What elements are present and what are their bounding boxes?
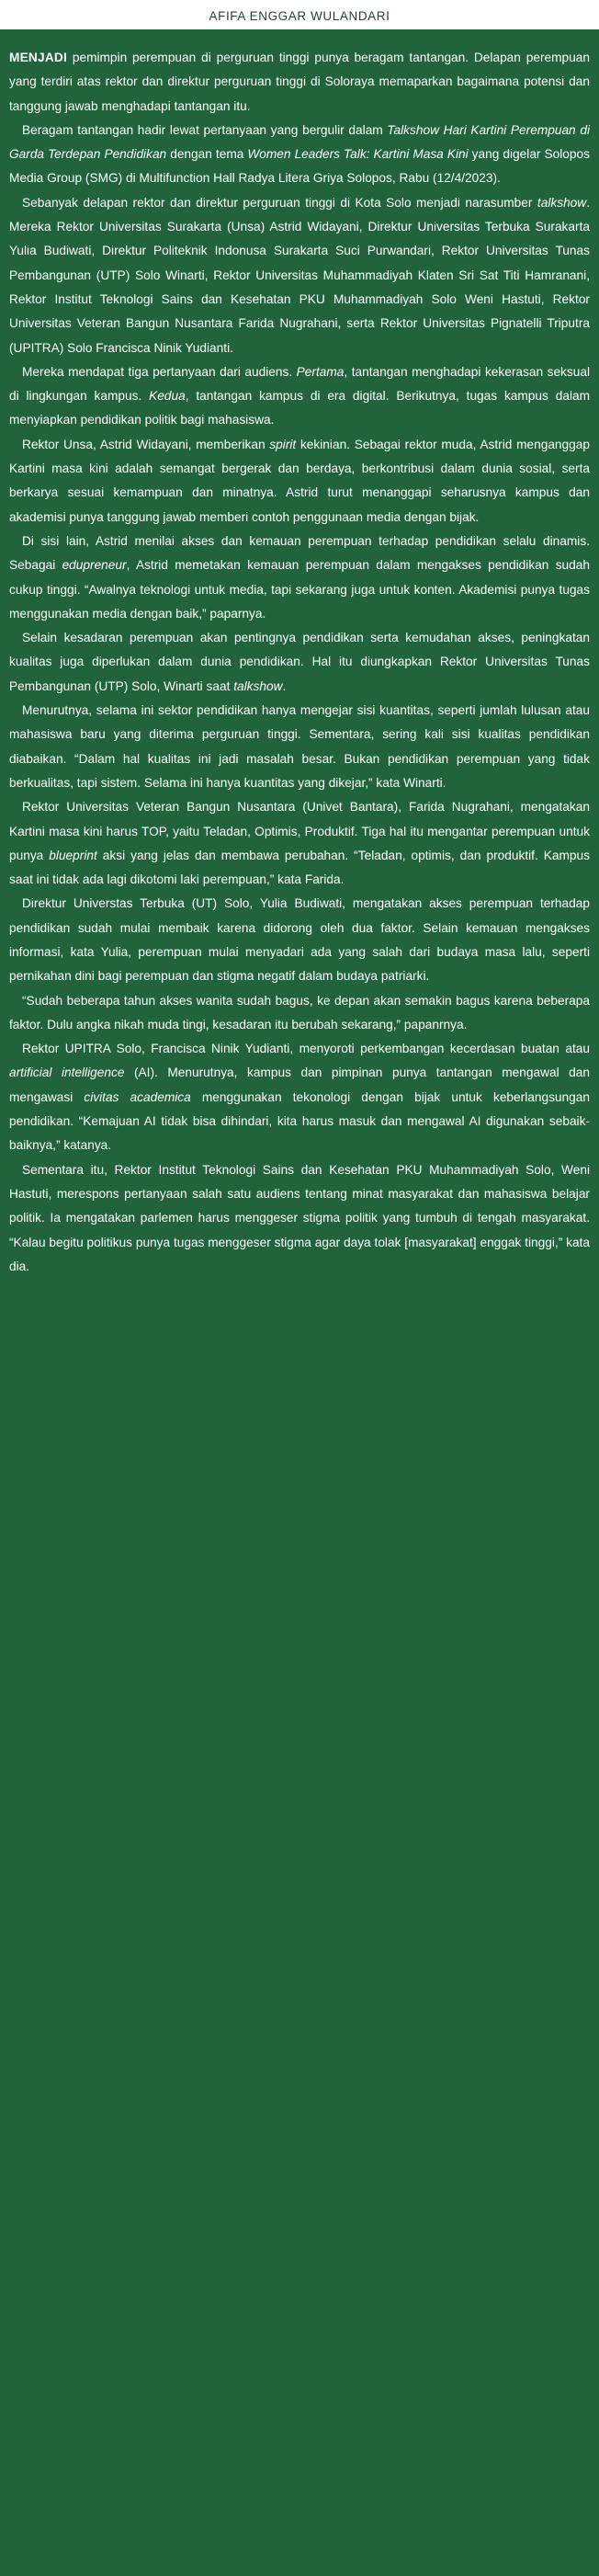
text-run: “Sudah beberapa tahun akses wanita sudah bagus, ke depan akan semakin bagus karena beberapa faktor. Dulu angka nikah muda tingi, kesadaran itu berubah sekarang,” papanrnya.	[9, 993, 590, 1032]
article-paragraph	[9, 989, 590, 1038]
article-paragraph	[9, 699, 590, 795]
text-run: Mereka mendapat tiga pertanyaan dari audiens.	[22, 364, 297, 379]
article-paragraph	[9, 433, 590, 530]
article-paragraph	[9, 892, 590, 988]
emphasised-text: civitas academica	[84, 1089, 191, 1104]
emphasised-text: talkshow	[233, 678, 283, 693]
text-run: Sementara itu, Rektor Institut Teknologi Sains dan Kesehatan PKU Muhammadiyah Solo, Weni Hastuti, merespons pertanyaan salah satu audiens tentang minat masyarakat dan mahasiswa belajar politik. Ia mengatakan parlemen harus menggeser stigma politik yang tumbuh di tengah masyarakat. “Kalau begitu politikus punya tugas menggeser stigma agar daya tolak [masyarakat] enggak tinggi,” kata dia.	[9, 1162, 590, 1273]
text-run: pemimpin perempuan di perguruan tinggi punya beragam tantangan. Delapan perempuan yang terdiri atas rektor dan direktur perguruan tinggi di Soloraya memaparkan bagaimana potensi dan tanggung jawab menghadapi tantangan itu.	[9, 51, 590, 113]
text-run: . Mereka Rektor Universitas Surakarta (Unsa) Astrid Widayani, Direktur Universitas Terbuka Surakarta Yulia Budiwati, Direktur Politeknik Indonusa Surakarta Suci Purwandari, Rektor Universitas Tunas Pembangunan (UTP) Solo Winarti, Rektor Universitas Muhammadiyah Klaten Sri Sat Titi Hamranani, Rektor Institut Teknologi Sains dan Kesehatan PKU Muhammadiyah Solo Weni Hastuti, Rektor Universitas Veteran Bangun Nusantara Farida Nugrahani, serta Rektor Universitas Pignatelli Triputra (UPITRA) Solo Francisca Ninik Yudianti.	[9, 195, 590, 355]
emphasised-text: Women Leaders Talk: Kartini Masa Kini	[247, 147, 469, 162]
emphasised-text: Kedua	[149, 389, 186, 404]
text-run: Rektor Unsa, Astrid Widayani, memberikan	[22, 437, 270, 451]
article-text	[9, 46, 590, 1279]
article-body-panel	[0, 29, 599, 2576]
text-run: Rektor UPITRA Solo, Francisca Ninik Yudianti, menyoroti perkembangan kecerdasan buatan atau	[22, 1042, 590, 1056]
article-paragraph	[9, 1037, 590, 1157]
article-paragraph	[9, 1158, 590, 1279]
text-run: , tantangan kampus di era digital. Berikutnya, tugas kampus dalam menyiapkan pendidikan politik bagi mahasiswa.	[9, 389, 590, 427]
text-run: dengan tema	[166, 147, 248, 162]
text-run: (AI). Menurutnya, kampus dan pimpinan punya tantangan mengawal dan mengawasi	[9, 1066, 590, 1104]
emphasised-text: blueprint	[49, 848, 97, 862]
article-paragraph	[9, 530, 590, 626]
article-paragraph	[9, 626, 590, 699]
text-run: aksi yang jelas dan membawa perubahan. “Teladan, optimis, dan produktif. Kampus saat ini tidak ada lagi dikotomi laki perempuan,” kata Farida.	[9, 848, 590, 887]
lead-word: MENJADI	[9, 51, 68, 64]
text-run: , Astrid memetakan kemauan perempuan dalam mengakses pendidikan sudah cukup tinggi. “Awalnya teknologi untuk media, tapi sekarang juga untuk konten. Akademisi punya tugas menggunakan media dengan baik,” paparnya.	[9, 558, 590, 621]
article-paragraph	[9, 360, 590, 433]
text-run: .	[282, 678, 287, 693]
text-run: yang digelar Solopos Media Group (SMG) di Multifunction Hall Radya Litera Griya Solopos, Rabu (12/4/2023).	[9, 147, 590, 186]
emphasised-text: edupreneur	[62, 558, 127, 573]
emphasised-text: talkshow	[537, 195, 587, 210]
emphasised-text: Talkshow Hari Kartini Perempuan di Garda Terdepan Pendidikan	[9, 122, 591, 162]
text-run: Rektor Universitas Veteran Bangun Nusantara (Univet Bantara), Farida Nugrahani, mengatakan Kartini masa kini harus TOP, yaitu Teladan, Optimis, Produktif. Tiga hal itu mengantar perempuan untuk punya	[9, 800, 590, 862]
text-run: menggunakan tekonologi dengan bijak untuk keberlangsungan pendidikan. “Kemajuan AI tidak bisa dihindari, kita harus masuk dan mengawal AI digunakan sebaik-baiknya,” katanya.	[9, 1089, 590, 1153]
text-run: Direktur Universtas Terbuka (UT) Solo, Yulia Budiwati, mengatakan akses perempuan terhadap pendidikan sudah mulai membaik karena didorong oleh dua faktor. Selain kemauan mengakses informasi, kata Yulia, perempuan mulai menyadari ada yang salah dari budaya masa lalu, seperti pernikahan dini bagi perempuan dan stigma negatif dalam budaya patriarki.	[9, 896, 590, 984]
text-run: kekinian. Sebagai rektor muda, Astrid menganggap Kartini masa kini adalah semangat bergerak dan berdaya, berkontribusi dalam dunia sosial, serta berkarya sesuai kemampuan dan minatnya. Astrid turut menanggapi seharusnya kampus dan akademisi punya tanggung jawab memberi contoh penggunaan media dengan bijak.	[9, 437, 590, 524]
article-paragraph	[9, 46, 590, 119]
text-run: Sebanyak delapan rektor dan direktur perguruan tinggi di Kota Solo menjadi narasumber	[22, 195, 537, 210]
article-byline: AFIFA ENGGAR WULANDARI	[209, 9, 390, 23]
emphasised-text: artificial intelligence	[9, 1066, 125, 1080]
text-run: Di sisi lain, Astrid menilai akses dan kemauan perempuan terhadap pendidikan selalu dinamis. Sebagai	[9, 533, 590, 573]
article-paragraph	[9, 191, 590, 360]
text-run: , tantangan menghadapi kekerasan seksual di lingkungan kampus.	[9, 364, 591, 404]
text-run: Selain kesadaran perempuan akan pentingnya pendidikan serta kemudahan akses, peningkatan kualitas juga diperlukan dalam dunia pendidikan. Hal itu diungkapkan Rektor Universitas Tunas Pembangunan (UTP) Solo, Winarti saat	[9, 631, 590, 693]
emphasised-text: Pertama	[296, 364, 345, 379]
text-run: Beragam tantangan hadir lewat pertanyaan yang bergulir dalam	[22, 122, 388, 137]
text-run: Menurutnya, selama ini sektor pendidikan hanya mengejar sisi kuantitas, seperti jumlah lulusan atau mahasiswa baru yang diterima perguruan tinggi. Sementara, sering kali sisi kualitas pendidikan diabaikan. “Dalam hal kualitas ini jadi masalah besar. Bukan pendidikan perempuan yang tidak berkualitas, tapi sistem. Selama ini hanya kuantitas yang dikejar,” kata Winarti.	[9, 703, 590, 790]
article-paragraph	[9, 795, 590, 892]
article-paragraph	[9, 119, 590, 191]
emphasised-text: spirit	[269, 437, 297, 451]
